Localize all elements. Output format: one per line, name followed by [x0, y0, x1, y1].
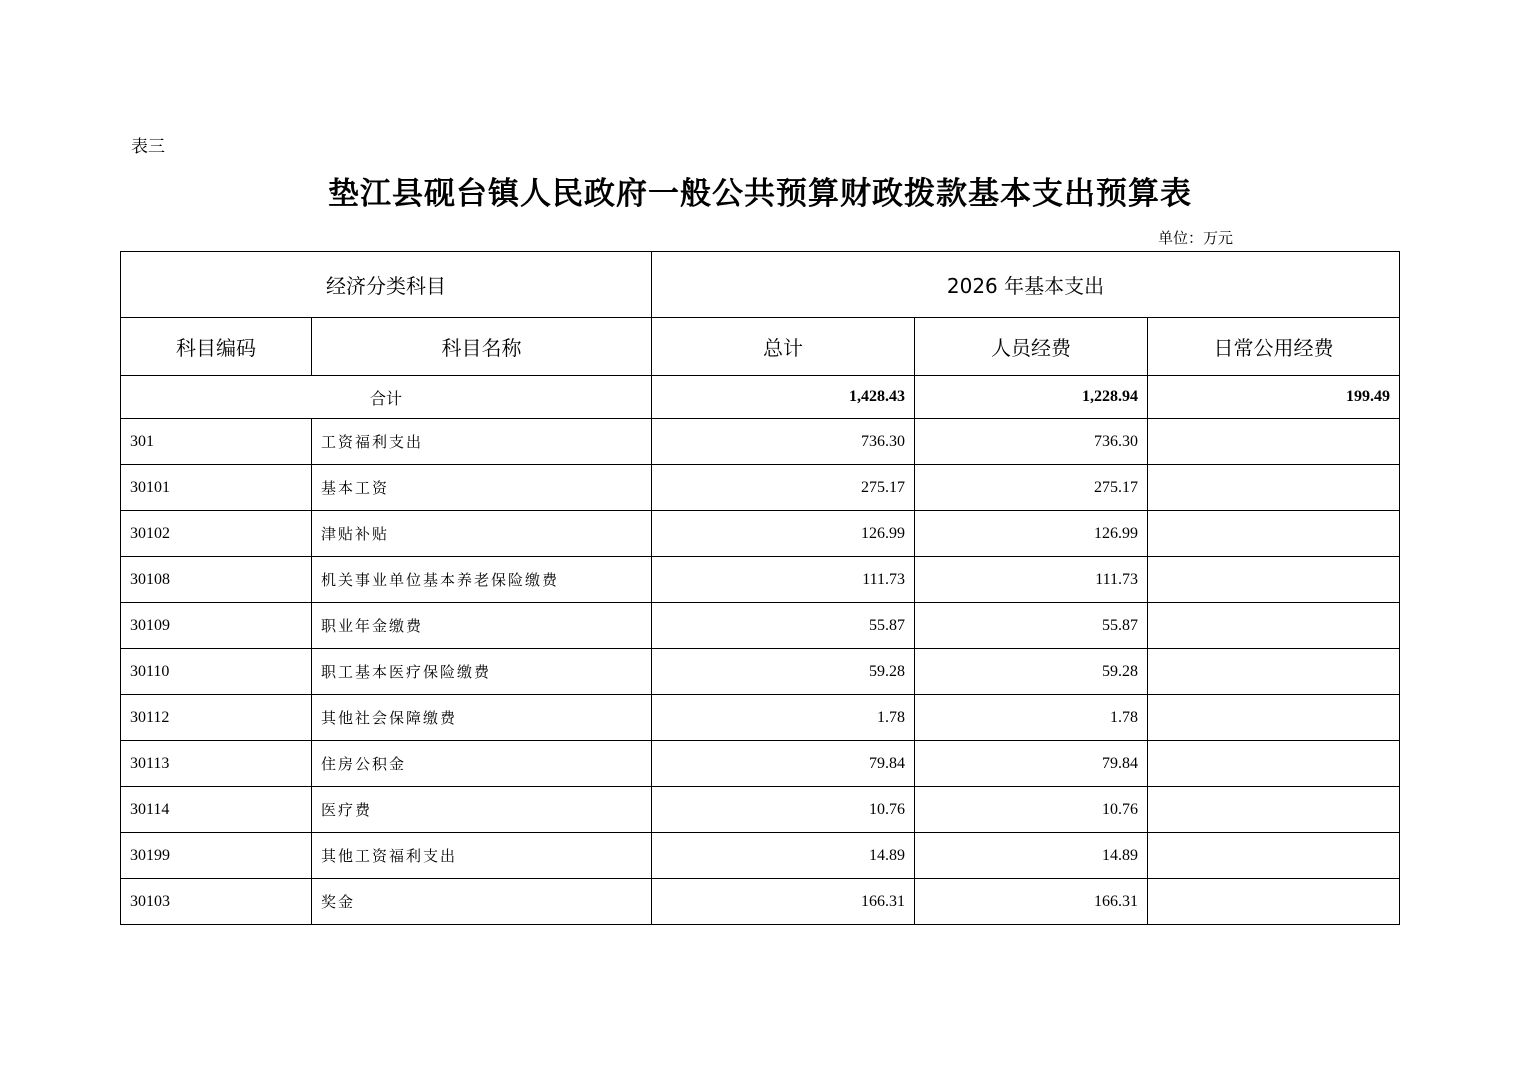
cell-subject-name: 机关事业单位基本养老保险缴费 [312, 557, 652, 603]
cell-subject-code: 30110 [121, 649, 312, 695]
cell-total: 275.17 [652, 465, 915, 511]
document-title: 垫江县砚台镇人民政府一般公共预算财政拨款基本支出预算表 [328, 176, 1192, 212]
header-economic-category: 经济分类科目 [121, 252, 652, 318]
cell-total: 14.89 [652, 833, 915, 879]
table-row [121, 833, 1400, 879]
cell-public-expense [1148, 511, 1400, 557]
cell-public-expense [1148, 833, 1400, 879]
table-row [121, 511, 1400, 557]
cell-public-expense [1148, 603, 1400, 649]
cell-total: 166.31 [652, 879, 915, 925]
cell-subject-name: 津贴补贴 [312, 511, 652, 557]
header-basic-expenditure: 2026 年基本支出 [652, 252, 1400, 318]
cell-public-expense [1148, 787, 1400, 833]
cell-subject-name: 职业年金缴费 [312, 603, 652, 649]
cell-personnel-expense: 275.17 [915, 465, 1148, 511]
cell-subject-code: 30113 [121, 741, 312, 787]
header-total: 总计 [652, 318, 915, 376]
header-public-expense: 日常公用经费 [1148, 318, 1400, 376]
header-group-row [121, 252, 1400, 318]
total-sum: 1,428.43 [652, 376, 915, 419]
cell-subject-name: 工资福利支出 [312, 419, 652, 465]
cell-subject-name: 住房公积金 [312, 741, 652, 787]
table-row [121, 419, 1400, 465]
cell-public-expense [1148, 695, 1400, 741]
cell-total: 59.28 [652, 649, 915, 695]
header-column-row [121, 318, 1400, 376]
cell-personnel-expense: 736.30 [915, 419, 1148, 465]
cell-personnel-expense: 111.73 [915, 557, 1148, 603]
cell-subject-code: 301 [121, 419, 312, 465]
table-row [121, 649, 1400, 695]
cell-public-expense [1148, 419, 1400, 465]
cell-total: 111.73 [652, 557, 915, 603]
cell-subject-code: 30101 [121, 465, 312, 511]
cell-public-expense [1148, 557, 1400, 603]
cell-personnel-expense: 59.28 [915, 649, 1148, 695]
cell-total: 79.84 [652, 741, 915, 787]
header-subject-name: 科目名称 [312, 318, 652, 376]
cell-total: 55.87 [652, 603, 915, 649]
cell-subject-name: 其他工资福利支出 [312, 833, 652, 879]
cell-subject-name: 职工基本医疗保险缴费 [312, 649, 652, 695]
cell-total: 10.76 [652, 787, 915, 833]
cell-public-expense [1148, 465, 1400, 511]
total-public: 199.49 [1148, 376, 1400, 419]
cell-personnel-expense: 1.78 [915, 695, 1148, 741]
budget-table [120, 251, 1400, 925]
cell-total: 736.30 [652, 419, 915, 465]
cell-personnel-expense: 10.76 [915, 787, 1148, 833]
cell-subject-code: 30108 [121, 557, 312, 603]
cell-personnel-expense: 79.84 [915, 741, 1148, 787]
cell-public-expense [1148, 879, 1400, 925]
cell-subject-name: 医疗费 [312, 787, 652, 833]
cell-subject-name: 其他社会保障缴费 [312, 695, 652, 741]
table-row [121, 787, 1400, 833]
table-row [121, 741, 1400, 787]
header-subject-code: 科目编码 [121, 318, 312, 376]
table-row [121, 695, 1400, 741]
cell-subject-code: 30102 [121, 511, 312, 557]
total-label: 合计 [121, 376, 652, 419]
cell-personnel-expense: 14.89 [915, 833, 1148, 879]
cell-total: 126.99 [652, 511, 915, 557]
cell-subject-code: 30114 [121, 787, 312, 833]
header-personnel-expense: 人员经费 [915, 318, 1148, 376]
table-row [121, 879, 1400, 925]
cell-subject-name: 奖金 [312, 879, 652, 925]
total-personnel: 1,228.94 [915, 376, 1148, 419]
table-row [121, 465, 1400, 511]
unit-label: 单位：万元 [1158, 229, 1234, 247]
cell-subject-code: 30199 [121, 833, 312, 879]
cell-subject-name: 基本工资 [312, 465, 652, 511]
cell-public-expense [1148, 649, 1400, 695]
total-row [121, 376, 1400, 419]
cell-public-expense [1148, 741, 1400, 787]
cell-personnel-expense: 126.99 [915, 511, 1148, 557]
cell-personnel-expense: 55.87 [915, 603, 1148, 649]
table-number-label: 表三 [131, 137, 165, 157]
table-row [121, 603, 1400, 649]
table-row [121, 557, 1400, 603]
cell-personnel-expense: 166.31 [915, 879, 1148, 925]
cell-subject-code: 30112 [121, 695, 312, 741]
cell-total: 1.78 [652, 695, 915, 741]
cell-subject-code: 30103 [121, 879, 312, 925]
cell-subject-code: 30109 [121, 603, 312, 649]
